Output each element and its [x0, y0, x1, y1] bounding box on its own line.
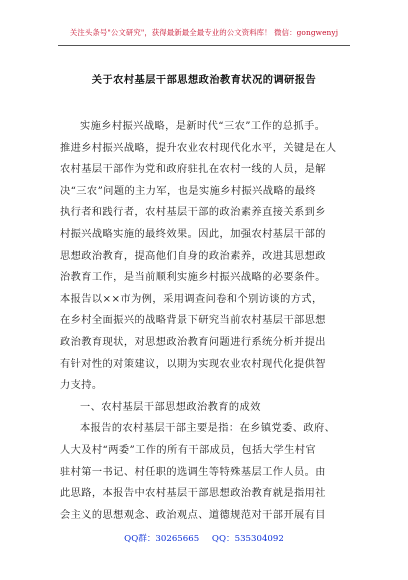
paragraph-line: 人大及村“两委”工作的所有干部成员，包括大学生村官 — [60, 444, 316, 456]
paragraph-line: 决“三农”问题的主力军，也是实施乡村振兴战略的最终 — [60, 185, 316, 197]
paragraph-line: 执行者和践行者，农村基层干部的政治素养直接关系到乡 — [60, 207, 326, 219]
paragraph-line: 有针对性的对策建议，以期为实现农业农村现代化提供智 — [60, 358, 326, 370]
paragraph-line: 推进乡村振兴战略，提升农业农村现代化水平，关键是在人 — [60, 142, 337, 154]
footer-qq: QQ：535304092 — [211, 534, 284, 544]
footer-contact — [0, 532, 408, 544]
paragraph-line: 政治教育现状，对思想政治教育问题进行系统分析并提出 — [60, 336, 326, 348]
document-body — [60, 116, 350, 526]
paragraph-line: 本报告的农村基层干部主要是指：在乡镇党委、政府、 — [80, 423, 336, 435]
paragraph-line: 实施乡村振兴战略，是新时代“三农”工作的总抓手。 — [80, 121, 326, 132]
paragraph-line: 本报告以××市为例，采用调查问卷和个别访谈的方式， — [60, 293, 323, 305]
document-title: 关于农村基层干部思想政治教育状况的调研报告 — [91, 74, 317, 86]
paragraph-line: 在乡村全面振兴的战略背景下研究当前农村基层干部思想 — [60, 315, 326, 327]
paragraph-line: 村振兴战略实施的最终效果。因此，加强农村基层干部的 — [60, 228, 326, 240]
paragraph-line: 此思路，本报告中农村基层干部思想政治教育就是指用社 — [60, 488, 326, 500]
paragraph-line: 治教育工作，是当前顺利实施乡村振兴战略的必要条件。 — [60, 272, 326, 284]
paragraph-line: 思想政治教育，提高他们自身的政治素养，改进其思想政 — [60, 250, 326, 262]
header-divider — [58, 45, 350, 46]
footer-qq-group: QQ群：30265665 — [124, 534, 200, 544]
header-banner: 关注头条号"公文研究"，获得最新最全最专业的公文资料库！ 微信：gongwenyj — [69, 28, 339, 37]
paragraph-line: 一、农村基层干部思想政治教育的成效 — [80, 401, 261, 413]
paragraph-line: 驻村第一书记、村任职的选调生等特殊基层工作人员。由 — [60, 466, 326, 478]
paragraph-line: 会主义的思想观念、政治观点、道德规范对干部开展有目 — [60, 509, 326, 521]
paragraph-line: 农村基层干部作为党和政府驻扎在农村一线的人员，是解 — [60, 164, 326, 176]
paragraph-line: 力支持。 — [60, 380, 103, 392]
